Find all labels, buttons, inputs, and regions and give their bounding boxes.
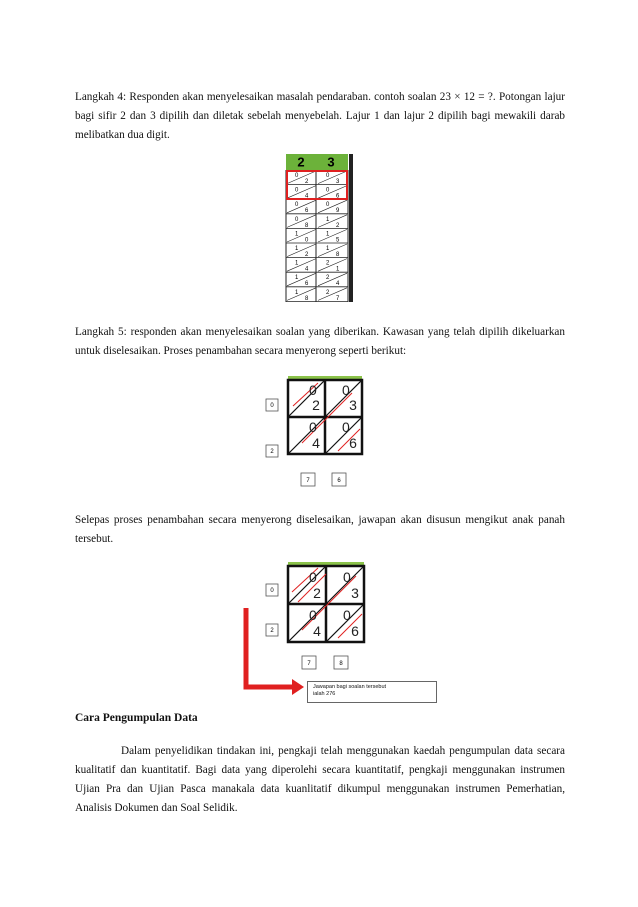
lattice2-cell3-bottom: 4	[313, 623, 321, 639]
napier-cell-tens: 1	[295, 260, 299, 267]
lattice1-cell3-top: 0	[309, 419, 317, 435]
napier-cell-units: 6	[336, 193, 340, 200]
napier-cell-units: 8	[305, 295, 309, 302]
lattice1-cell3-bottom: 4	[312, 435, 320, 451]
step5-paragraph: Langkah 5: responden akan menyelesaikan soalan yang diberikan. Kawasan yang telah dipilih dikeluarkan untuk diselesaikan. Proses penambahan secara menyerong seperti berikut:	[75, 326, 565, 357]
napier-cell-tens: 1	[295, 246, 299, 252]
napier-cell-units: 2	[305, 179, 309, 185]
lattice2-left-box-2: 2	[270, 628, 274, 634]
napier-cell-tens: 1	[326, 246, 330, 252]
napier-cell-tens: 0	[326, 202, 330, 209]
lattice2-left-box-1: 0	[270, 588, 274, 594]
answer-note-line2: ialah 276	[313, 691, 336, 697]
napier-cell-tens: 1	[295, 231, 299, 238]
answer-note-box	[307, 681, 437, 703]
napier-cell-units: 4	[336, 281, 340, 288]
napier-cell-units: 6	[305, 281, 309, 288]
napier-cell-units: 2	[305, 252, 309, 258]
napier-cell-units: 8	[336, 252, 340, 258]
lattice-diagram-1	[262, 373, 372, 493]
napier-cell-units: 5	[336, 237, 340, 244]
napier-cell-tens: 1	[295, 289, 299, 296]
napier-cell-tens: 1	[295, 275, 299, 282]
lattice1-cell2-bottom: 3	[349, 397, 357, 413]
napier-cell-units: 7	[336, 295, 340, 302]
lattice1-cell1-top: 0	[309, 382, 317, 398]
lattice1-bottom-box-2: 6	[337, 478, 341, 484]
lattice2-cell2-top: 0	[343, 569, 351, 585]
lattice2-cell1-bottom: 2	[313, 585, 321, 601]
napier-header-1: 2	[297, 154, 305, 170]
lattice1-left-box-1: 0	[270, 403, 274, 409]
lattice2-cell2-bottom: 3	[351, 585, 359, 601]
lattice1-cell2-top: 0	[342, 382, 350, 398]
method-paragraph: Dalam penyelidikan tindakan ini, pengkaji telah menggunakan kaedah pengumpulan data secara kualitatif dan kuantitatif. Bagi data yang diperolehi secara kuantitatif, pengkaji menggunakan instrumen Ujian Pra dan Ujian Pasca manakala data kuanlitatif dikumpul menggunakan instrumen Pemerhatian, Analisis Dokumen dan Soal Selidik.	[75, 745, 565, 814]
napier-cell-units: 4	[305, 266, 309, 273]
napier-cell-tens: 2	[326, 260, 330, 267]
lattice2-cell3-top: 0	[309, 607, 317, 623]
napier-cell-units: 3	[336, 179, 340, 185]
section-heading: Cara Pengumpulan Data	[75, 712, 198, 724]
napier-bones-table	[286, 154, 356, 304]
napier-cell-tens: 2	[326, 289, 330, 296]
lattice1-cell1-bottom: 2	[312, 397, 320, 413]
lattice2-cell4-top: 0	[343, 607, 351, 623]
lattice2-cell4-bottom: 6	[351, 623, 359, 639]
napier-cell-tens: 0	[295, 173, 299, 179]
napier-cell-units: 2	[336, 222, 340, 229]
napier-cell-tens: 1	[326, 231, 330, 238]
napier-cell-tens: 0	[295, 187, 299, 194]
napier-cell-units: 1	[336, 266, 340, 273]
napier-cell-units: 6	[305, 208, 309, 215]
napier-cell-units: 4	[305, 193, 309, 200]
napier-cell-tens: 0	[295, 216, 299, 223]
after-addition-paragraph: Selepas proses penambahan secara menyerong diselesaikan, jawapan akan disusun mengikut anak panah tersebut.	[75, 514, 565, 545]
lattice1-bottom-box-1: 7	[306, 478, 310, 484]
napier-cell-tens: 1	[326, 216, 330, 223]
answer-note-line1: Jawapan bagi soalan tersebut	[313, 684, 387, 690]
napier-cell-tens: 2	[326, 275, 330, 282]
lattice2-cell1-top: 0	[309, 569, 317, 585]
lattice1-cell4-top: 0	[342, 419, 350, 435]
lattice1-left-box-2: 2	[270, 449, 274, 455]
napier-header-2: 3	[327, 154, 335, 170]
step4-paragraph: Langkah 4: Responden akan menyelesaikan masalah pendaraban. contoh soalan 23 × 12 = ?. Potongan lajur bagi sifir 2 dan 3 dipilih dan diletak sebelah menyebelah. Lajur 1 dan lajur 2 dipilih bagi mewakili darab melibatkan dua digit.	[75, 91, 565, 141]
napier-cell-tens: 0	[295, 202, 299, 209]
napier-cell-units: 8	[305, 222, 309, 229]
napier-cell-tens: 0	[326, 187, 330, 194]
lattice2-bottom-box-2: 8	[339, 661, 343, 667]
napier-cell-units: 9	[336, 208, 340, 215]
napier-cell-units: 0	[305, 237, 309, 244]
lattice1-cell4-bottom: 6	[349, 435, 357, 451]
lattice2-bottom-box-1: 7	[307, 661, 311, 667]
napier-cell-tens: 0	[326, 173, 330, 179]
